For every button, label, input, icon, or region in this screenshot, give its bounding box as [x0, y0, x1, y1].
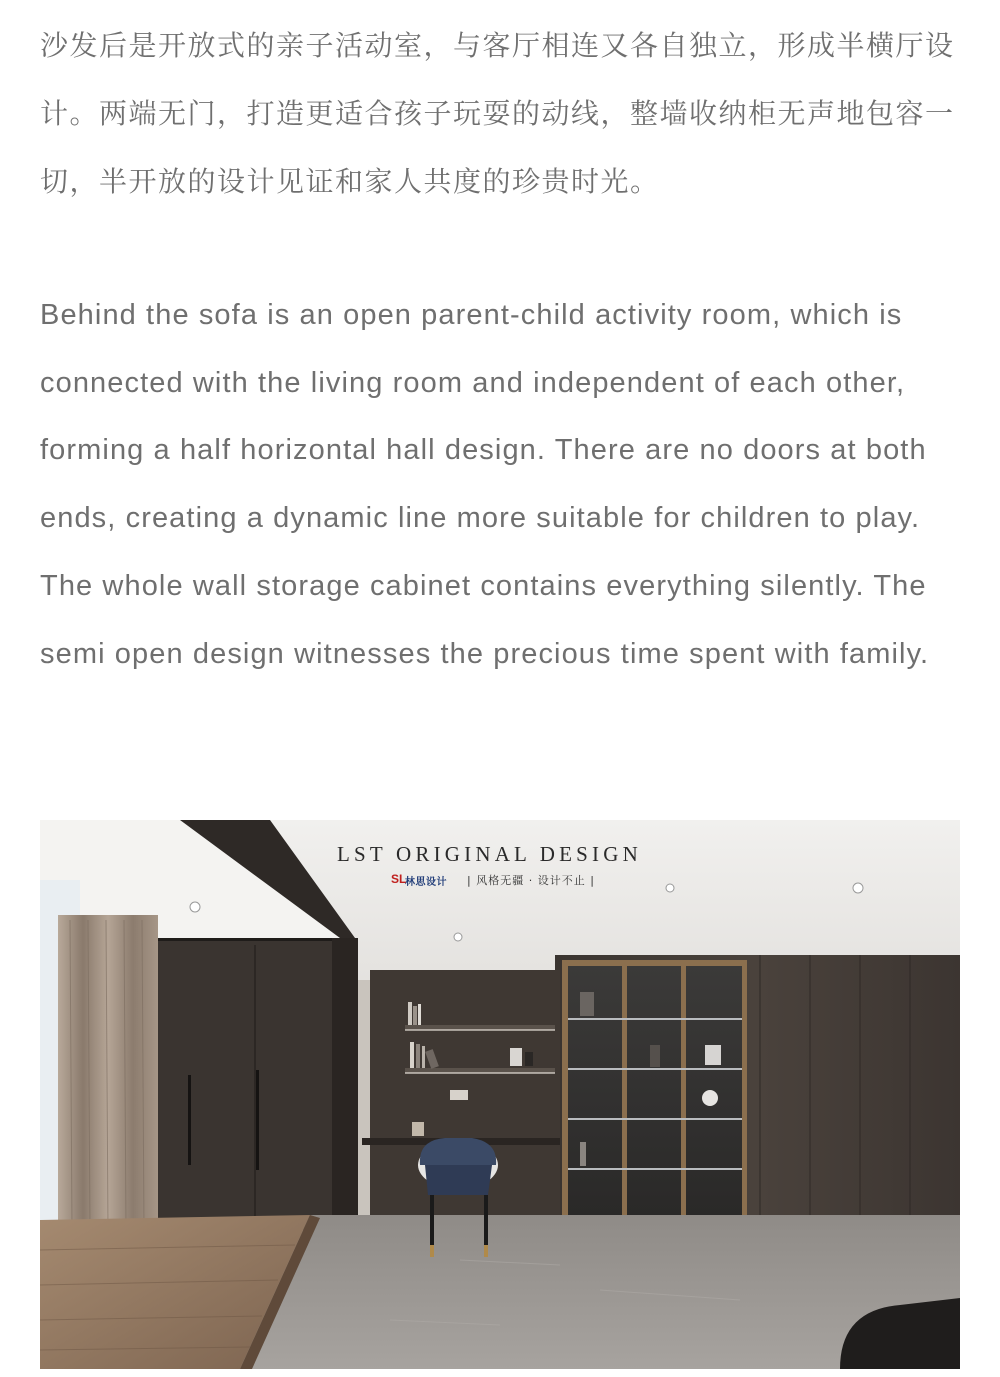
interior-photo [40, 820, 960, 1369]
watermark-title: LST ORIGINAL DESIGN [337, 842, 642, 866]
logo-text: 林思设计 [405, 877, 447, 888]
photo-watermark [40, 820, 960, 900]
interior-photo-illustration [40, 820, 960, 1369]
watermark-slogan: | 风格无疆 · 设计不止 | [467, 874, 595, 887]
paragraph-english: Behind the sofa is an open parent-child activity room, which is connected with the living room and independent of each other, forming a half horizontal hall design. There are no doors at both ends, creating a dynamic line more suitable for children to play. The whole wall storage cabinet contains everything silently. The semi open design witnesses the precious time spent with family. [40, 299, 930, 670]
paragraph-chinese: 沙发后是开放式的亲子活动室，与客厅相连又各自独立，形成半横厅设计。两端无门，打造更适合孩子玩耍的动线，整墙收纳柜无声地包容一切，半开放的设计见证和家人共度的珍贵时光。 [40, 29, 955, 198]
studio-logo [391, 872, 461, 886]
logo-mark: SL [391, 872, 407, 886]
